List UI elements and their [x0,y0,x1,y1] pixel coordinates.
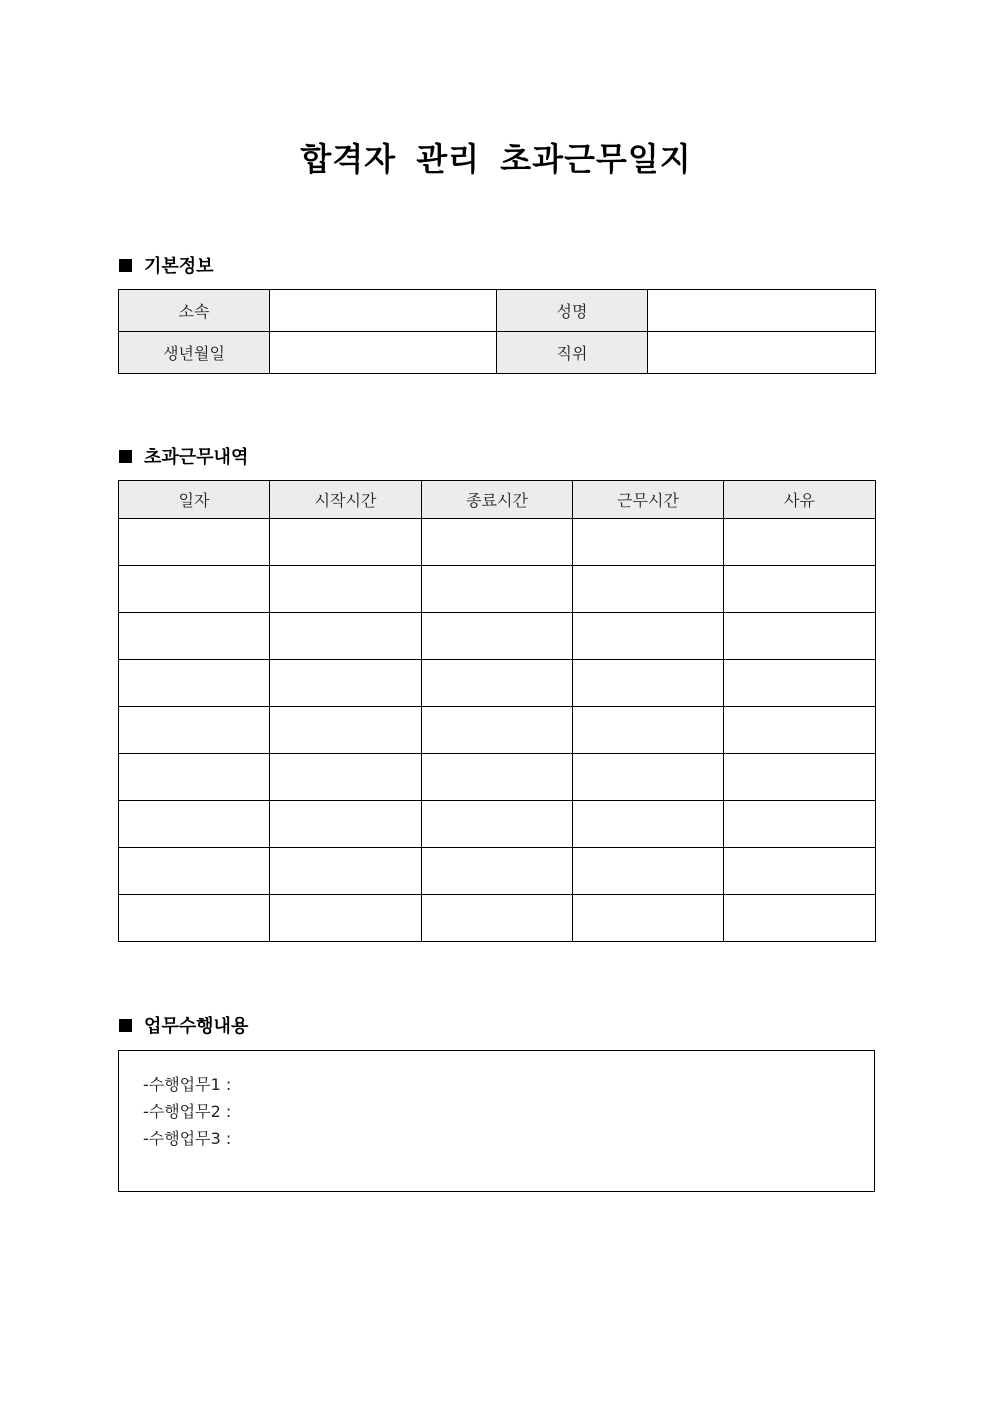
work-hours-cell[interactable] [573,848,724,895]
document-title: 합격자 관리 초과근무일지 [300,140,692,178]
basic-info-heading-text: 기본정보 [144,256,214,277]
end-time-cell[interactable] [422,801,573,848]
start-time-cell[interactable] [270,848,422,895]
reason-cell[interactable] [724,519,876,566]
end-time-cell[interactable] [422,895,573,942]
end-time-cell[interactable] [422,613,573,660]
column-header-reason: 사유 [724,481,876,519]
date-cell[interactable] [119,519,270,566]
overtime-table-body [119,519,876,942]
work-hours-cell[interactable] [573,895,724,942]
work-hours-cell[interactable] [573,613,724,660]
column-header-start-time: 시작시간 [270,481,422,519]
reason-cell[interactable] [724,848,876,895]
table-row [119,660,876,707]
end-time-cell[interactable] [422,848,573,895]
table-row [119,519,876,566]
start-time-cell[interactable] [270,801,422,848]
table-row [119,801,876,848]
end-time-cell[interactable] [422,754,573,801]
table-row [119,848,876,895]
date-cell[interactable] [119,660,270,707]
reason-cell[interactable] [724,613,876,660]
birthdate-field[interactable] [270,332,497,374]
reason-cell[interactable] [724,566,876,613]
start-time-cell[interactable] [270,754,422,801]
start-time-cell[interactable] [270,895,422,942]
work-hours-cell[interactable] [573,754,724,801]
work-content-lines [143,1071,231,1152]
work-task-line-1: -수행업무1 : [143,1075,232,1094]
column-header-end-time: 종료시간 [422,481,573,519]
table-row [119,332,876,374]
table-row [119,566,876,613]
column-header-work-hours: 근무시간 [573,481,724,519]
work-content-heading-text: 업무수행내용 [144,1016,249,1037]
square-bullet-icon [119,450,132,463]
work-hours-cell[interactable] [573,801,724,848]
birthdate-label: 생년월일 [119,332,270,374]
end-time-cell[interactable] [422,566,573,613]
reason-cell[interactable] [724,707,876,754]
work-hours-cell[interactable] [573,519,724,566]
reason-cell[interactable] [724,754,876,801]
reason-cell[interactable] [724,801,876,848]
table-row [119,895,876,942]
name-field[interactable] [648,290,876,332]
work-task-line-3: -수행업무3 : [143,1129,232,1148]
position-field[interactable] [648,332,876,374]
date-cell[interactable] [119,707,270,754]
square-bullet-icon [119,1019,132,1032]
reason-cell[interactable] [724,660,876,707]
start-time-cell[interactable] [270,613,422,660]
date-cell[interactable] [119,566,270,613]
work-hours-cell[interactable] [573,660,724,707]
date-cell[interactable] [119,895,270,942]
end-time-cell[interactable] [422,519,573,566]
overtime-heading [119,444,248,468]
date-cell[interactable] [119,613,270,660]
name-label: 성명 [497,290,648,332]
start-time-cell[interactable] [270,660,422,707]
work-hours-cell[interactable] [573,707,724,754]
table-row [119,707,876,754]
basic-info-heading [119,253,214,277]
table-row [119,290,876,332]
date-cell[interactable] [119,848,270,895]
table-row [119,754,876,801]
start-time-cell[interactable] [270,519,422,566]
work-content-heading [119,1013,248,1037]
affiliation-field[interactable] [270,290,497,332]
work-task-line-2: -수행업무2 : [143,1102,232,1121]
square-bullet-icon [119,259,132,272]
affiliation-label: 소속 [119,290,270,332]
reason-cell[interactable] [724,895,876,942]
start-time-cell[interactable] [270,566,422,613]
column-header-date: 일자 [119,481,270,519]
table-row [119,613,876,660]
basic-info-table [118,289,876,374]
start-time-cell[interactable] [270,707,422,754]
work-content-box[interactable] [118,1050,875,1192]
overtime-table [118,480,876,942]
end-time-cell[interactable] [422,707,573,754]
overtime-heading-text: 초과근무내역 [144,447,249,468]
table-header-row [119,481,876,519]
date-cell[interactable] [119,754,270,801]
date-cell[interactable] [119,801,270,848]
work-hours-cell[interactable] [573,566,724,613]
end-time-cell[interactable] [422,660,573,707]
position-label: 직위 [497,332,648,374]
